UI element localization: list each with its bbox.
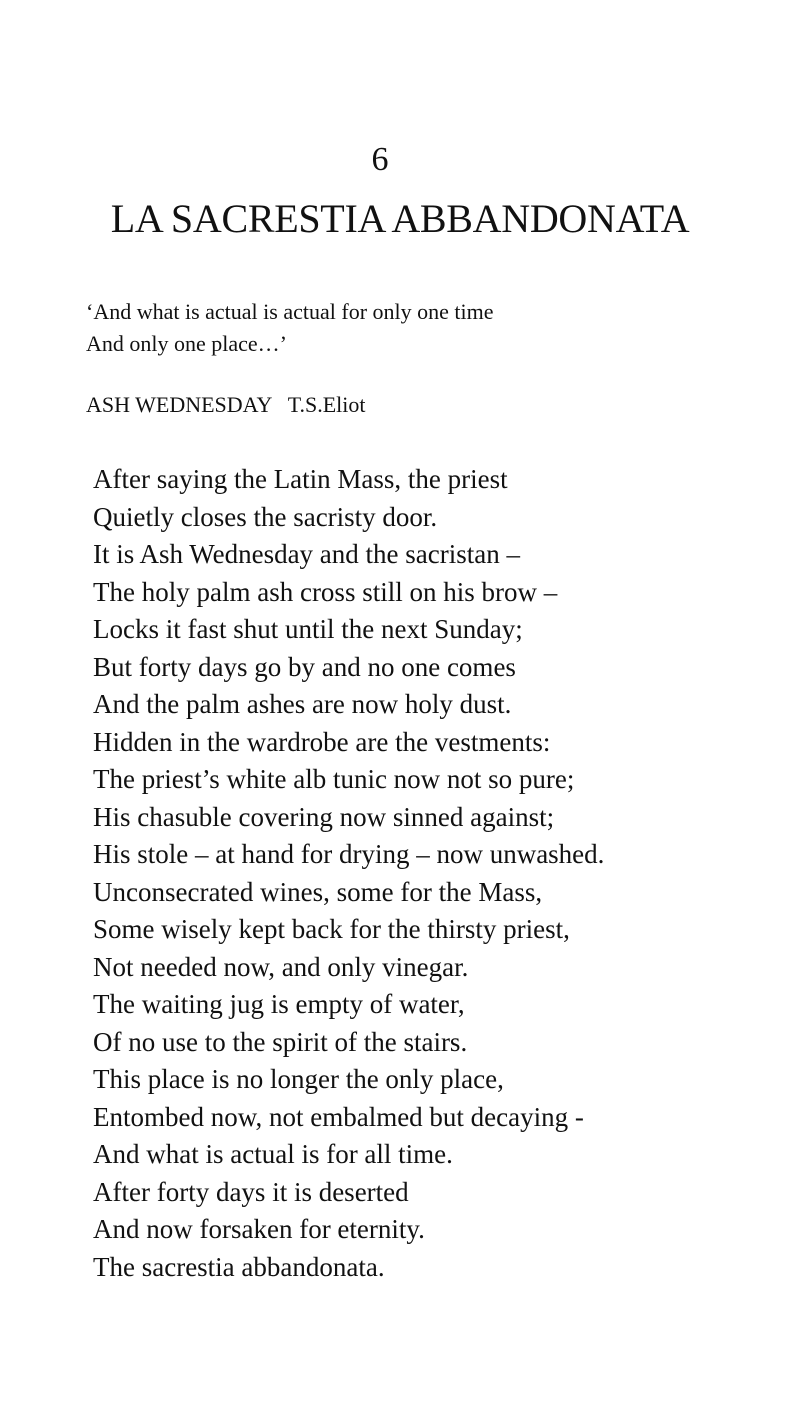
poem-line: Unconsecrated wines, some for the Mass, (93, 876, 543, 907)
poem-line: It is Ash Wednesday and the sacristan – (93, 539, 520, 569)
poem-line: His stole – at hand for drying – now unwashed. (93, 839, 605, 869)
poem-line: Hidden in the wardrobe are the vestments: (93, 726, 551, 757)
epigraph-line: And only one place…’ (86, 331, 287, 356)
poem-number: 6 (371, 141, 389, 178)
epigraph-attribution: ASH WEDNESDAY T.S.Eliot (86, 392, 366, 417)
poem-line: But forty days go by and no one comes (93, 651, 516, 682)
poem-line: The holy palm ash cross still on his brow – (93, 576, 558, 607)
poem-line: Of no use to the spirit of the stairs. (93, 1026, 468, 1057)
poem-line: Quietly closes the sacristy door. (93, 501, 438, 532)
epigraph (86, 296, 726, 360)
poem-line: And what is actual is for all time. (93, 1139, 453, 1169)
poem-line: The priest’s white alb tunic now not so pure; (93, 764, 575, 794)
poem-line: The sacrestia abbandonata. (93, 1251, 385, 1282)
poem-line: Some wisely kept back for the thirsty priest, (93, 914, 570, 944)
poem-line: This place is no longer the only place, (93, 1064, 504, 1094)
poem-line: And the palm ashes are now holy dust. (93, 689, 512, 719)
poem-line: His chasuble covering now sinned against; (93, 801, 555, 832)
poem-title: LA SACRESTIA ABBANDONATA (110, 196, 690, 241)
poem-line: After forty days it is deserted (93, 1176, 409, 1207)
poem-line: And now forsaken for eternity. (93, 1214, 425, 1244)
poem-line: Entombed now, not embalmed but decaying - (93, 1101, 584, 1132)
poem-line: After saying the Latin Mass, the priest (93, 464, 508, 494)
poem-line: Not needed now, and only vinegar. (93, 951, 469, 982)
poem-body (93, 461, 773, 1286)
poem-line: Locks it fast shut until the next Sunday; (93, 614, 523, 644)
poem-line: The waiting jug is empty of water, (93, 989, 465, 1019)
epigraph-line: ‘And what is actual is actual for only one time (86, 299, 494, 324)
